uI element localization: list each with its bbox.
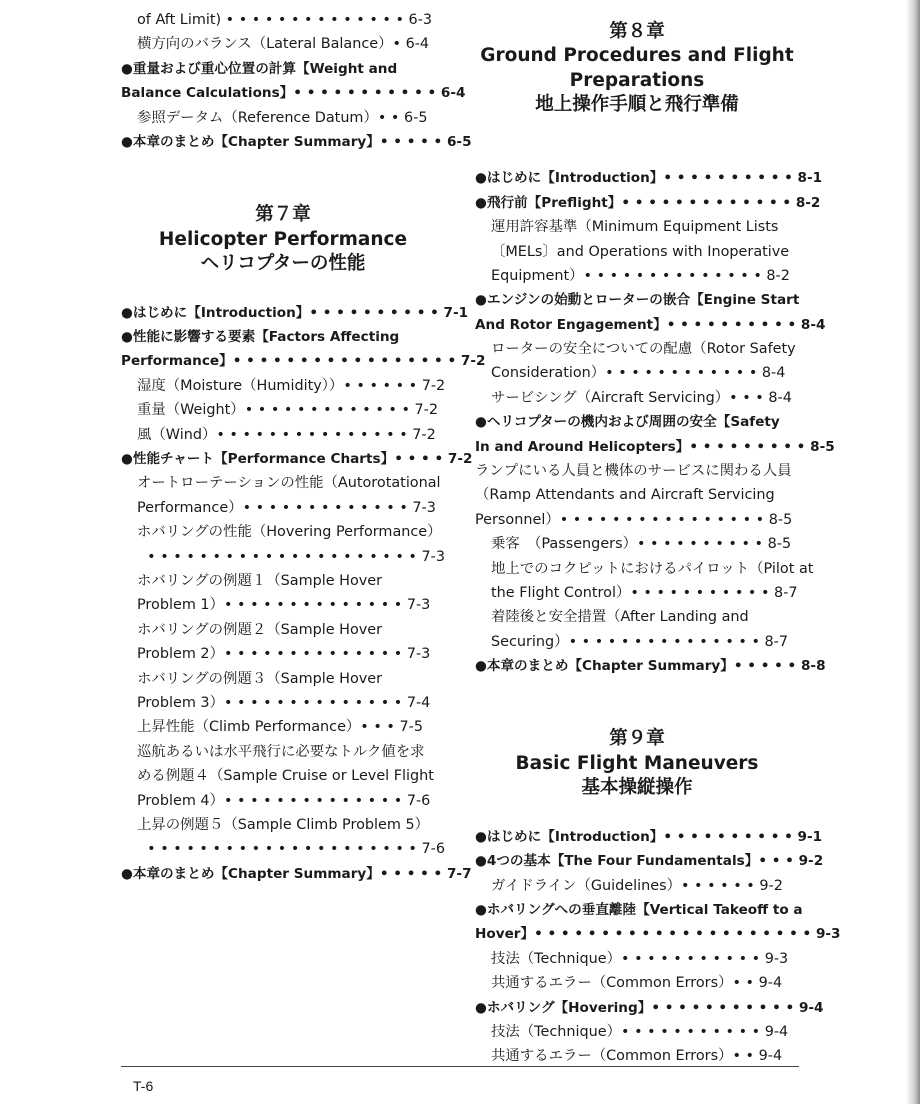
chapter-heading: 地上操作手順と飛行準備	[535, 94, 739, 116]
spacer	[475, 142, 799, 166]
chapter-heading: Preparations	[569, 69, 705, 91]
toc-section-entry: ●性能チャート【Performance Charts】• • • • 7-2	[121, 451, 473, 468]
toc-subsection-entry: 技法（Technique）• • • • • • • • • • • 9-4	[491, 1024, 789, 1041]
toc-subsection-entry: ホバリングの性能（Hovering Performance）	[137, 524, 442, 541]
toc-section-entry: ●ヘリコプターの機内および周囲の安全【Safety	[475, 414, 780, 431]
toc-subsection-entry: 運用許容基準（Minimum Equipment Lists	[491, 219, 779, 236]
toc-subsection-entry: （Ramp Attendants and Aircraft Servicing	[475, 487, 775, 504]
toc-section-entry: ●はじめに【Introduction】• • • • • • • • • • 9-1	[475, 828, 823, 845]
toc-subsection-entry: • • • • • • • • • • • • • • • • • • • • • 7-3	[147, 548, 445, 565]
toc-section-entry: In and Around Helicopters】• • • • • • • • • 8-5	[475, 438, 835, 455]
chapter-heading: Ground Procedures and Flight	[480, 45, 794, 67]
toc-subsection-entry: 共通するエラー（Common Errors）• • 9-4	[491, 1048, 783, 1065]
toc-subsection-entry: Personnel）• • • • • • • • • • • • • • • • 8-5	[475, 511, 793, 528]
toc-subsection-entry: Problem 4）• • • • • • • • • • • • • • 7-6	[137, 792, 431, 809]
toc-subsection-entry: Problem 3）• • • • • • • • • • • • • • 7-4	[137, 694, 431, 711]
toc-subsection-entry: 乗客 （Passengers）• • • • • • • • • • 8-5	[491, 536, 792, 553]
toc-subsection-entry: ホバリングの例題３（Sample Hover	[137, 670, 383, 687]
toc-subsection-entry: 重量（Weight）• • • • • • • • • • • • • 7-2	[137, 402, 439, 419]
toc-left-column	[121, 8, 486, 886]
spacer	[121, 154, 445, 178]
toc-subsection-entry: 着陸後と安全措置（After Landing and	[491, 609, 749, 626]
toc-subsection-entry: 上昇性能（Climb Performance）• • • 7-5	[137, 719, 423, 736]
toc-section-entry: ●本章のまとめ【Chapter Summary】• • • • • 7-7	[121, 865, 472, 882]
chapter-heading: ヘリコプターの性能	[200, 252, 366, 274]
toc-subsection-entry: ローターの安全についての配慮（Rotor Safety	[491, 341, 796, 358]
footer-rule	[121, 1066, 799, 1067]
toc-subsection-entry: ガイドライン（Guidelines）• • • • • • 9-2	[491, 877, 783, 894]
chapter-heading: Helicopter Performance	[158, 228, 408, 250]
toc-subsection-entry: ランプにいる人員と機体のサービスに関わる人員	[475, 463, 792, 480]
chapter-heading: 第９章	[609, 728, 665, 750]
spacer	[475, 118, 799, 142]
toc-section-entry: ●ホバリングへの垂直離陸【Vertical Takeoff to a	[475, 902, 803, 919]
toc-subsection-entry: of Aft Limit) • • • • • • • • • • • • • • 6-3	[137, 12, 433, 28]
toc-section-entry: ●本章のまとめ【Chapter Summary】• • • • • 8-8	[475, 658, 826, 675]
toc-subsection-entry: 上昇の例題５（Sample Climb Problem 5）	[137, 816, 429, 833]
toc-subsection-entry: サービシング（Aircraft Servicing）• • • 8-4	[491, 389, 792, 406]
toc-subsection-entry: 参照データム（Reference Datum）• • 6-5	[137, 109, 428, 126]
toc-subsection-entry: 共通するエラー（Common Errors）• • 9-4	[491, 975, 783, 992]
toc-section-entry: ●4つの基本【The Four Fundamentals】• • • 9-2	[475, 853, 824, 870]
spacer	[121, 179, 445, 203]
toc-section-entry: ●はじめに【Introduction】• • • • • • • • • • 8-1	[475, 170, 823, 187]
toc-subsection-entry: the Flight Control）• • • • • • • • • • • 8-7	[491, 584, 798, 601]
toc-subsection-entry: Consideration）• • • • • • • • • • • • 8-4	[491, 365, 786, 382]
chapter-heading: 第８章	[609, 21, 665, 42]
toc-subsection-entry: ホバリングの例題２（Sample Hover	[137, 621, 383, 638]
page-edge-shadow	[906, 0, 920, 1104]
toc-section-entry: ●エンジンの始動とローターの嵌合【Engine Start	[475, 292, 800, 309]
toc-subsection-entry: 巡航あるいは水平飛行に必要なトルク値を求	[137, 743, 425, 760]
toc-section-entry: ●はじめに【Introduction】• • • • • • • • • • 7-1	[121, 304, 469, 321]
spacer	[475, 703, 799, 727]
chapter-heading: 第７章	[255, 204, 311, 226]
toc-subsection-entry: 風（Wind）• • • • • • • • • • • • • • • 7-2	[137, 426, 436, 443]
toc-subsection-entry: 地上でのコクピットにおけるパイロット（Pilot at	[491, 560, 814, 577]
toc-section-entry: ●飛行前【Preflight】• • • • • • • • • • • • • 8-2	[475, 194, 821, 211]
toc-section-entry: Balance Calculations】• • • • • • • • • • • 6-4	[121, 85, 466, 102]
toc-subsection-entry: める例題４（Sample Cruise or Level Flight	[137, 768, 434, 785]
toc-subsection-entry: 〔MELs〕and Operations with Inoperative	[491, 243, 790, 260]
spacer	[475, 679, 799, 703]
spacer	[121, 276, 445, 300]
toc-section-entry: And Rotor Engagement】• • • • • • • • • • 8-4	[475, 316, 826, 333]
toc-subsection-entry: 湿度（Moisture（Humidity））• • • • • • 7-2	[137, 377, 446, 394]
page-number: T-6	[133, 1078, 154, 1094]
toc-subsection-entry: Performance）• • • • • • • • • • • • • 7-3	[137, 499, 436, 516]
toc-subsection-entry: オートローテーションの性能（Autorotational	[137, 475, 441, 492]
toc-subsection-entry: Problem 2）• • • • • • • • • • • • • • 7-3	[137, 646, 431, 663]
toc-section-entry: ●本章のまとめ【Chapter Summary】• • • • • 6-5	[121, 133, 472, 150]
spacer	[475, 801, 799, 825]
toc-subsection-entry: Equipment）• • • • • • • • • • • • • • 8-2	[491, 267, 790, 284]
toc-subsection-entry: Problem 1）• • • • • • • • • • • • • • 7-3	[137, 597, 431, 614]
toc-right-column	[475, 20, 841, 1069]
toc-section-entry: Hover】• • • • • • • • • • • • • • • • • • • • • 9-3	[475, 926, 841, 943]
toc-section-entry: Performance】• • • • • • • • • • • • • • • • • 7-2	[121, 353, 486, 370]
toc-subsection-entry: ホバリングの例題１（Sample Hover	[137, 572, 383, 589]
toc-subsection-entry: • • • • • • • • • • • • • • • • • • • • • 7-6	[147, 841, 445, 858]
toc-subsection-entry: 横方向のバランス（Lateral Balance）• 6-4	[137, 36, 430, 53]
chapter-heading: 基本操縦操作	[581, 777, 693, 799]
toc-subsection-entry: 技法（Technique）• • • • • • • • • • • 9-3	[491, 950, 789, 967]
toc-section-entry: ●ホバリング【Hovering】• • • • • • • • • • • 9-4	[475, 999, 824, 1016]
chapter-heading: Basic Flight Maneuvers	[515, 752, 759, 774]
toc-subsection-entry: Securing）• • • • • • • • • • • • • • • 8-7	[491, 633, 789, 650]
toc-section-entry: ●性能に影響する要素【Factors Affecting	[121, 329, 400, 346]
toc-section-entry: ●重量および重心位置の計算【Weight and	[121, 60, 398, 77]
